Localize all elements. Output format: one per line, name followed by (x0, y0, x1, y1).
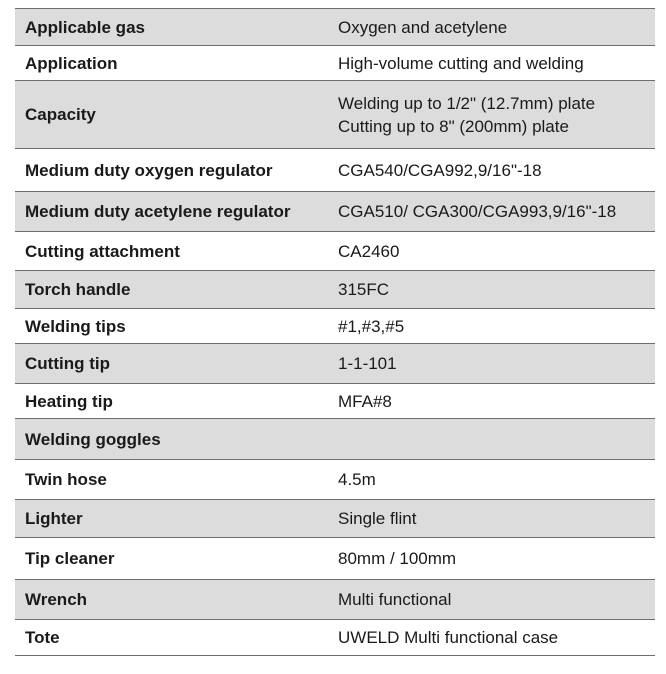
spec-value: UWELD Multi functional case (328, 620, 655, 656)
spec-row-oxygen-regulator (15, 149, 655, 192)
spec-table (15, 8, 655, 656)
spec-label: Capacity (15, 81, 328, 149)
spec-label: Cutting attachment (15, 232, 328, 271)
spec-value: 4.5m (328, 460, 655, 500)
spec-label: Medium duty oxygen regulator (15, 149, 328, 192)
spec-row-cutting-attachment (15, 232, 655, 271)
spec-label: Applicable gas (15, 9, 328, 46)
spec-row-application (15, 46, 655, 81)
spec-row-applicable-gas (15, 9, 655, 46)
spec-label: Medium duty acetylene regulator (15, 192, 328, 232)
spec-value: 80mm / 100mm (328, 538, 655, 580)
spec-row-lighter (15, 500, 655, 538)
spec-value: CGA540/CGA992,9/16"-18 (328, 149, 655, 192)
spec-value: 1-1-101 (328, 344, 655, 384)
spec-value: MFA#8 (328, 384, 655, 419)
spec-row-capacity (15, 81, 655, 149)
spec-value (328, 419, 655, 460)
spec-row-wrench (15, 580, 655, 620)
spec-value: Single flint (328, 500, 655, 538)
spec-row-cutting-tip (15, 344, 655, 384)
spec-value-line: Cutting up to 8" (200mm) plate (338, 116, 569, 136)
spec-label: Welding goggles (15, 419, 328, 460)
spec-row-tip-cleaner (15, 538, 655, 580)
spec-label: Twin hose (15, 460, 328, 500)
spec-value (328, 81, 655, 149)
spec-value-line: Welding up to 1/2" (12.7mm) plate (338, 93, 596, 113)
spec-row-acetylene-regulator (15, 192, 655, 232)
spec-row-tote (15, 620, 655, 656)
spec-row-welding-tips (15, 309, 655, 344)
spec-label: Welding tips (15, 309, 328, 344)
spec-value: #1,#3,#5 (328, 309, 655, 344)
spec-value: CGA510/ CGA300/CGA993,9/16"-18 (328, 192, 655, 232)
spec-row-welding-goggles (15, 419, 655, 460)
spec-label: Heating tip (15, 384, 328, 419)
spec-value: 315FC (328, 271, 655, 309)
spec-value: Multi functional (328, 580, 655, 620)
spec-label: Application (15, 46, 328, 81)
spec-row-twin-hose (15, 460, 655, 500)
spec-label: Lighter (15, 500, 328, 538)
spec-label: Tip cleaner (15, 538, 328, 580)
spec-value: Oxygen and acetylene (328, 9, 655, 46)
spec-value: CA2460 (328, 232, 655, 271)
spec-label: Tote (15, 620, 328, 656)
spec-label: Torch handle (15, 271, 328, 309)
spec-label: Wrench (15, 580, 328, 620)
spec-value: High-volume cutting and welding (328, 46, 655, 81)
spec-label: Cutting tip (15, 344, 328, 384)
spec-row-torch-handle (15, 271, 655, 309)
spec-row-heating-tip (15, 384, 655, 419)
